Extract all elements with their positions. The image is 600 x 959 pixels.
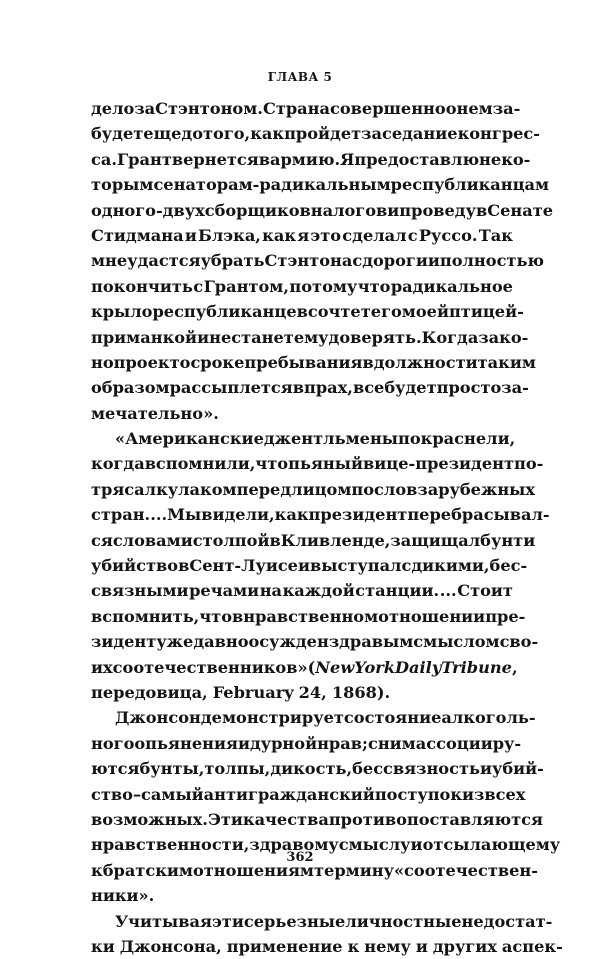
word: Блэка, (198, 223, 261, 248)
word: вспомнили, (145, 451, 256, 476)
word: отношениям (193, 858, 314, 883)
word: торым (91, 172, 153, 197)
word: Кливленде, (281, 528, 391, 553)
text-line (91, 325, 513, 350)
word: Джонсона, (120, 934, 222, 959)
word: по- (514, 451, 543, 476)
text-line (91, 147, 513, 172)
text-line (91, 883, 513, 908)
word: Я (340, 147, 354, 172)
word: смыслом (413, 629, 499, 654)
text-line (91, 451, 513, 476)
word: ему (294, 325, 329, 350)
word: и (411, 832, 423, 857)
word: сделал (342, 223, 406, 248)
word: Учитывая (115, 909, 212, 934)
word: заседание (361, 121, 457, 146)
word: убий- (492, 756, 544, 781)
word: как (262, 223, 296, 248)
word: зарубежных (417, 477, 535, 502)
paragraph (91, 705, 513, 908)
word: «соотечествен- (394, 858, 538, 883)
word: ство (91, 782, 133, 807)
text-body (91, 96, 513, 959)
word: применение (227, 934, 343, 959)
word: образом (91, 375, 170, 400)
word: нопроект (91, 350, 180, 375)
word: и (298, 553, 310, 578)
text-line (91, 426, 513, 451)
word: полностью (440, 248, 544, 273)
word: джентльмены (264, 426, 398, 451)
word: должности (374, 350, 478, 375)
word: приманкой (91, 325, 197, 350)
word: республиканцев (152, 299, 307, 324)
word: президент (309, 502, 408, 527)
word: как (250, 121, 284, 146)
word: за- (493, 96, 521, 121)
word: в (362, 350, 373, 375)
word: в (293, 375, 304, 400)
word: зако- (478, 325, 528, 350)
word: доверять. (329, 325, 422, 350)
word: Стэнтона (265, 248, 353, 273)
text-line (91, 248, 513, 273)
text-line (91, 578, 513, 603)
word: с (368, 731, 378, 756)
word: это (310, 223, 341, 248)
word: «Американские (115, 426, 264, 451)
word: речами (189, 578, 259, 603)
word: мне (91, 248, 127, 273)
word: совершенно (330, 96, 446, 121)
word: здравому (249, 832, 338, 857)
word: других (433, 934, 497, 959)
word: и (480, 756, 492, 781)
word: возможных. (91, 807, 208, 832)
word: сроке (190, 350, 244, 375)
word: предоставлю (354, 147, 479, 172)
word: видели, (201, 502, 274, 527)
word: антигражданский (204, 782, 375, 807)
word: нем (457, 96, 493, 121)
word: давно (193, 629, 248, 654)
text-line (91, 172, 513, 197)
word: опьянения (134, 731, 238, 756)
word: – (133, 782, 141, 807)
text-line (91, 934, 513, 959)
word: я (297, 223, 309, 248)
word: трясал (91, 477, 156, 502)
word: защищал (390, 528, 480, 553)
word: перед (237, 477, 292, 502)
word: с (352, 248, 362, 273)
word: осужден (249, 629, 329, 654)
word: серьезные (244, 909, 345, 934)
word: перебрасывал- (407, 502, 549, 527)
word: здравым (329, 629, 413, 654)
word: за- (501, 375, 529, 400)
word: пьяный (288, 451, 363, 476)
word: в (232, 604, 243, 629)
paragraph (91, 96, 513, 426)
word: ассоцииру- (416, 731, 521, 756)
text-line (91, 223, 513, 248)
word: вспомнить, (91, 604, 199, 629)
word: что (358, 274, 391, 299)
text-line (91, 477, 513, 502)
text-line (91, 655, 513, 680)
word: передовица, (91, 680, 208, 705)
word: станции. (355, 578, 439, 603)
word: станет (231, 325, 294, 350)
word: не (209, 325, 231, 350)
word: бес- (490, 553, 528, 578)
word: на (260, 578, 282, 603)
word: отношении (378, 604, 485, 629)
paragraph (91, 909, 513, 959)
text-line (91, 807, 513, 832)
word: дороги (362, 248, 428, 273)
word: когда (91, 451, 145, 476)
word: личностные (345, 909, 461, 934)
word: выступал (310, 553, 401, 578)
word: словами (113, 528, 193, 553)
word: кулаком (156, 477, 237, 502)
word: и (428, 248, 440, 273)
text-line (91, 782, 513, 807)
word: еще (143, 121, 181, 146)
text-line (91, 553, 513, 578)
word: алкоголь- (441, 705, 535, 730)
word: налогов (311, 198, 388, 223)
word: с (193, 274, 203, 299)
word: ного (91, 731, 134, 756)
word: убрать (201, 248, 265, 273)
text-line (91, 299, 513, 324)
word: рассыплется (170, 375, 293, 400)
word: пребывания (244, 350, 362, 375)
word: (New (308, 655, 355, 680)
word: моей (402, 299, 449, 324)
text-line (91, 502, 513, 527)
word: неко- (479, 147, 530, 172)
word: радикальное (391, 274, 513, 299)
word: Руссо. (419, 223, 478, 248)
word: Tribune, (441, 655, 517, 680)
word: пре- (485, 604, 525, 629)
word: толпы, (204, 756, 270, 781)
word: и (523, 528, 535, 553)
word: недостат- (462, 909, 553, 934)
word: ются (91, 756, 139, 781)
word: сенаторам-радикальным (153, 172, 390, 197)
word: конгрес- (458, 121, 540, 146)
word: птицей- (449, 299, 524, 324)
word: аспек- (502, 934, 563, 959)
word: York (354, 655, 395, 680)
word: дело (91, 96, 134, 121)
page-number: 362 (0, 850, 600, 865)
text-line (91, 604, 513, 629)
word: бунт (480, 528, 523, 553)
word: что (255, 451, 288, 476)
word: и (416, 934, 428, 959)
word: таким (478, 350, 536, 375)
word: сборщиков (205, 198, 311, 223)
word: и (238, 731, 250, 756)
word: бунты, (139, 756, 204, 781)
word: смыслу (339, 832, 411, 857)
word: все (353, 375, 384, 400)
text-line (91, 198, 513, 223)
word: са. (91, 147, 117, 172)
word: потому (289, 274, 357, 299)
word: эти (212, 909, 244, 934)
text-line (91, 528, 513, 553)
word: будет (91, 121, 143, 146)
word: толпой (203, 528, 270, 553)
word: уже (156, 629, 193, 654)
word: нравственности, (91, 832, 249, 857)
word: стран. (91, 502, 150, 527)
word: ним (378, 731, 416, 756)
word: за (134, 96, 155, 121)
paragraph (91, 426, 513, 705)
word: лицом (291, 477, 351, 502)
word: с (193, 528, 203, 553)
text-line (91, 705, 513, 730)
word: дикость, (270, 756, 352, 781)
word: того, (203, 121, 250, 146)
word: прах, (304, 375, 353, 400)
word: до (181, 121, 203, 146)
word: Грант (117, 147, 172, 172)
word: о (180, 350, 191, 375)
word: нравственном (243, 604, 378, 629)
word: Когда (422, 325, 479, 350)
word: в (178, 553, 189, 578)
word: Грантом, (204, 274, 289, 299)
word: будет (384, 375, 436, 400)
word: в (269, 528, 280, 553)
word: вице-президент (363, 451, 514, 476)
word: состояние (344, 705, 441, 730)
text-line (91, 680, 513, 705)
word: покраснели, (398, 426, 515, 451)
word: ... (150, 502, 167, 527)
text-line (91, 96, 513, 121)
word: к (348, 934, 360, 959)
word: Так (479, 223, 513, 248)
text-line (91, 121, 513, 146)
word: Эти (208, 807, 243, 832)
word: одного-двух (91, 198, 205, 223)
word: сво- (500, 629, 539, 654)
word: демонстрирует (201, 705, 344, 730)
word: Стидмана (91, 223, 184, 248)
word: связными (91, 578, 189, 603)
word: Сент-Луисе (189, 553, 298, 578)
word: республиканцам (391, 172, 549, 197)
text-line (91, 375, 513, 400)
word: в (259, 147, 270, 172)
word: качества (243, 807, 329, 832)
word: зидент (91, 629, 156, 654)
word: соотечественников» (113, 655, 308, 680)
word: дурной (250, 731, 317, 756)
text-line (91, 629, 513, 654)
word: вернется (172, 147, 259, 172)
word: противопоставляются (329, 807, 543, 832)
text-line (91, 756, 513, 781)
word: ся (91, 528, 113, 553)
word: Стэнтоном. (155, 96, 263, 121)
word: братским (103, 858, 193, 883)
word: Джонсон (115, 705, 201, 730)
running-header: ГЛАВА 5 (0, 70, 600, 84)
word: проведу (399, 198, 476, 223)
word: его (371, 299, 402, 324)
word: и (197, 325, 209, 350)
word: всех (484, 782, 525, 807)
word: о (446, 96, 457, 121)
word: термину (314, 858, 394, 883)
word: нрав; (317, 731, 368, 756)
text-line (91, 401, 513, 426)
word: в (476, 198, 487, 223)
word: сочтет (308, 299, 371, 324)
word: к (91, 858, 103, 883)
word: из (462, 782, 484, 807)
word: Daily (395, 655, 441, 680)
text-line (91, 731, 513, 756)
word: армию. (270, 147, 340, 172)
word: как (275, 502, 309, 527)
word: убийство (91, 553, 178, 578)
word: ки (91, 934, 115, 959)
word: поступок (375, 782, 462, 807)
word: пройдет (284, 121, 361, 146)
word: Мы (167, 502, 201, 527)
word: Стоит (457, 578, 513, 603)
word: и (185, 223, 197, 248)
word: мечательно». (91, 401, 219, 426)
word: самый (141, 782, 204, 807)
word: и (387, 198, 399, 223)
word: их (91, 655, 113, 680)
word: просто (437, 375, 502, 400)
word: с (408, 223, 418, 248)
word: покончить (91, 274, 193, 299)
word: 24, (299, 680, 327, 705)
word: ... (440, 578, 457, 603)
word: February (213, 680, 294, 705)
word: Страна (263, 96, 330, 121)
word: нему (364, 934, 411, 959)
text-line (91, 909, 513, 934)
word: удастся (127, 248, 200, 273)
word: ники». (91, 883, 154, 908)
text-line (91, 350, 513, 375)
word: послов (351, 477, 417, 502)
word: крыло (91, 299, 152, 324)
word: 1868). (332, 680, 390, 705)
word: что (199, 604, 232, 629)
word: Сенате (487, 198, 553, 223)
word: с (401, 553, 411, 578)
word: дикими, (411, 553, 489, 578)
text-line (91, 274, 513, 299)
word: бессвязность (352, 756, 480, 781)
word: каждой (283, 578, 355, 603)
word: отсылающему (423, 832, 561, 857)
